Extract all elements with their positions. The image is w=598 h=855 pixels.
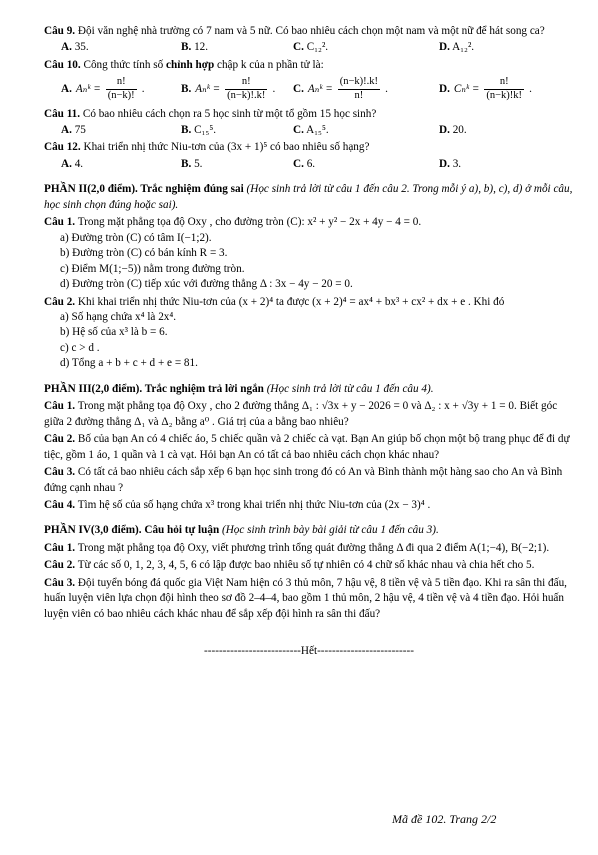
part-4-question-1: Câu 1. Trong mặt phẳng tọa độ Oxy, viết phương trình tổng quát đường thẳng Δ đi qua 2 điểm A(1;−4), B(−2;1). [44, 541, 550, 554]
end-marker: --------------------------Hết-------------------------- [204, 645, 414, 658]
part-3-question-3: Câu 3. Có tất cả bao nhiêu cách sắp xếp 6 bạn học sinh trong đó có An và Bình thành một hàng sao cho An và Bình đứng cạnh nhau ? [44, 466, 563, 494]
question-10-options: A. Aₙᵏ = $\frac{n!}{(n-k)!}$ . B. Aₙᵏ = $\frac{n!}{(n-k)!.k!}$ . C. Aₙᵏ = $\frac{(n-k)!.k!}{n!}$ . D. Cₙᵏ = $\frac{n!}{(n-k)!k!}$ . [61, 76, 532, 101]
part-4-question-3: Câu 3. Đội tuyển bóng đá quốc gia Việt Nam hiện có 3 thủ môn, 7 hậu vệ, 8 tiền vệ và 5 tiền đạo. Khi ra sân thi đấu, huấn luyện viên lựa chọn đội hình theo sơ đồ 2–4–4, bao gồm 1 thủ môn, 2 hậu vệ, 4 tiền vệ và 4 tiền đạo. Hỏi huấn luyện viên có bao nhiêu cách khác nhau để sắp xếp đội hình ra sân thi đấu? [44, 576, 567, 620]
part-3-question-2: Câu 2. Bố của bạn An có 4 chiếc áo, 5 chiếc quần và 2 chiếc cà vạt. Bạn An giúp bố chọn một bộ trang phục để đi dự tiệc, gồm 1 áo, 1 quần và 1 cà vạt. Hỏi bạn An có tất cả bao nhiêu cách chọn khác nhau? [44, 433, 570, 461]
part-3-question-1: Câu 1. Trong mặt phẳng tọa độ Oxy , cho 2 đường thẳng Δ₁ : √3x + y − 2026 = 0 và Δ₂ : x + √3y + 1 = 0. Biết góc giữa 2 đường thẳng Δ₁ và Δ₂ bằng a⁰ . Giá trị của a bằng bao nhiêu? [44, 400, 558, 428]
question-11: Câu 11. Có bao nhiêu cách chọn ra 5 học sinh từ một tổ gồm 15 học sinh? [44, 107, 377, 120]
question-10: Câu 10. Công thức tính số chỉnh hợp chập k của n phần tử là: [44, 58, 324, 71]
question-9: Câu 9. Đội văn nghệ nhà trường có 7 nam và 5 nữ. Có bao nhiêu cách chọn một nam và một nữ để hát song ca? [44, 25, 545, 37]
statement-a: a) Đường tròn (C) có tâm I(−1;2). [60, 231, 212, 244]
question-11-options: A. 75 B. C₁₅⁵. C. A₁₅⁵. D. 20. [61, 124, 467, 136]
statement-c: c) c > d . [60, 341, 100, 354]
part-4-heading: PHẦN IV(3,0 điểm). Câu hỏi tự luận (Học sinh trình bày bài giải từ câu 1 đến câu 3). [44, 524, 439, 537]
part-3-heading: PHẦN III(2,0 điểm). Trắc nghiệm trả lời ngắn (Học sinh trả lời từ câu 1 đến câu 4). [44, 382, 434, 395]
part-3-question-4: Câu 4. Tìm hệ số của số hạng chứa x³ trong khai triển nhị thức Niu-tơn của (2x − 3)⁴ . [44, 498, 431, 511]
part-2-question-1: Câu 1. Trong mặt phẳng tọa độ Oxy , cho đường tròn (C): x² + y² − 2x + 4y − 4 = 0. [44, 216, 422, 229]
part-4-question-2: Câu 2. Từ các số 0, 1, 2, 3, 4, 5, 6 có lập được bao nhiêu số tự nhiên có 4 chữ số khác nhau và chia hết cho 5. [44, 559, 535, 572]
statement-c: c) Điểm M(1;−5)) nằm trong đường tròn. [60, 262, 245, 275]
page-footer: Mã đề 102. Trang 2/2 [392, 812, 497, 826]
statement-d: d) Tổng a + b + c + d + e = 81. [60, 357, 198, 370]
question-12: Câu 12. Khai triển nhị thức Niu-tơn của (3x + 1)⁵ có bao nhiêu số hạng? [44, 141, 370, 154]
question-9-options: A. 35. B. 12. C. C₁₂². D. A₁₂². [61, 41, 475, 54]
statement-b: b) Hệ số của x³ là b = 6. [60, 326, 168, 339]
exam-page [44, 22, 574, 660]
statement-b: b) Đường tròn (C) có bán kính R = 3. [60, 247, 228, 260]
part-2-question-2: Câu 2. Khi khai triển nhị thức Niu-tơn của (x + 2)⁴ ta được (x + 2)⁴ = ax⁴ + bx³ + cx² + dx + e . Khi đó [44, 295, 505, 308]
part-2-heading: PHẦN II(2,0 điểm). Trắc nghiệm đúng sai (Học sinh trả lời từ câu 1 đến câu 2. Trong mỗi ý a), b), c), d) ở mỗi câu, học sinh chọn đúng hoặc sai). [44, 183, 573, 211]
question-12-options: A. 4. B. 5. C. 6. D. 3. [61, 157, 462, 170]
statement-a: a) Số hạng chứa x⁴ là 2x⁴. [60, 310, 177, 323]
statement-d: d) Đường tròn (C) tiếp xúc với đường thẳng Δ : 3x − 4y − 20 = 0. [60, 278, 353, 291]
